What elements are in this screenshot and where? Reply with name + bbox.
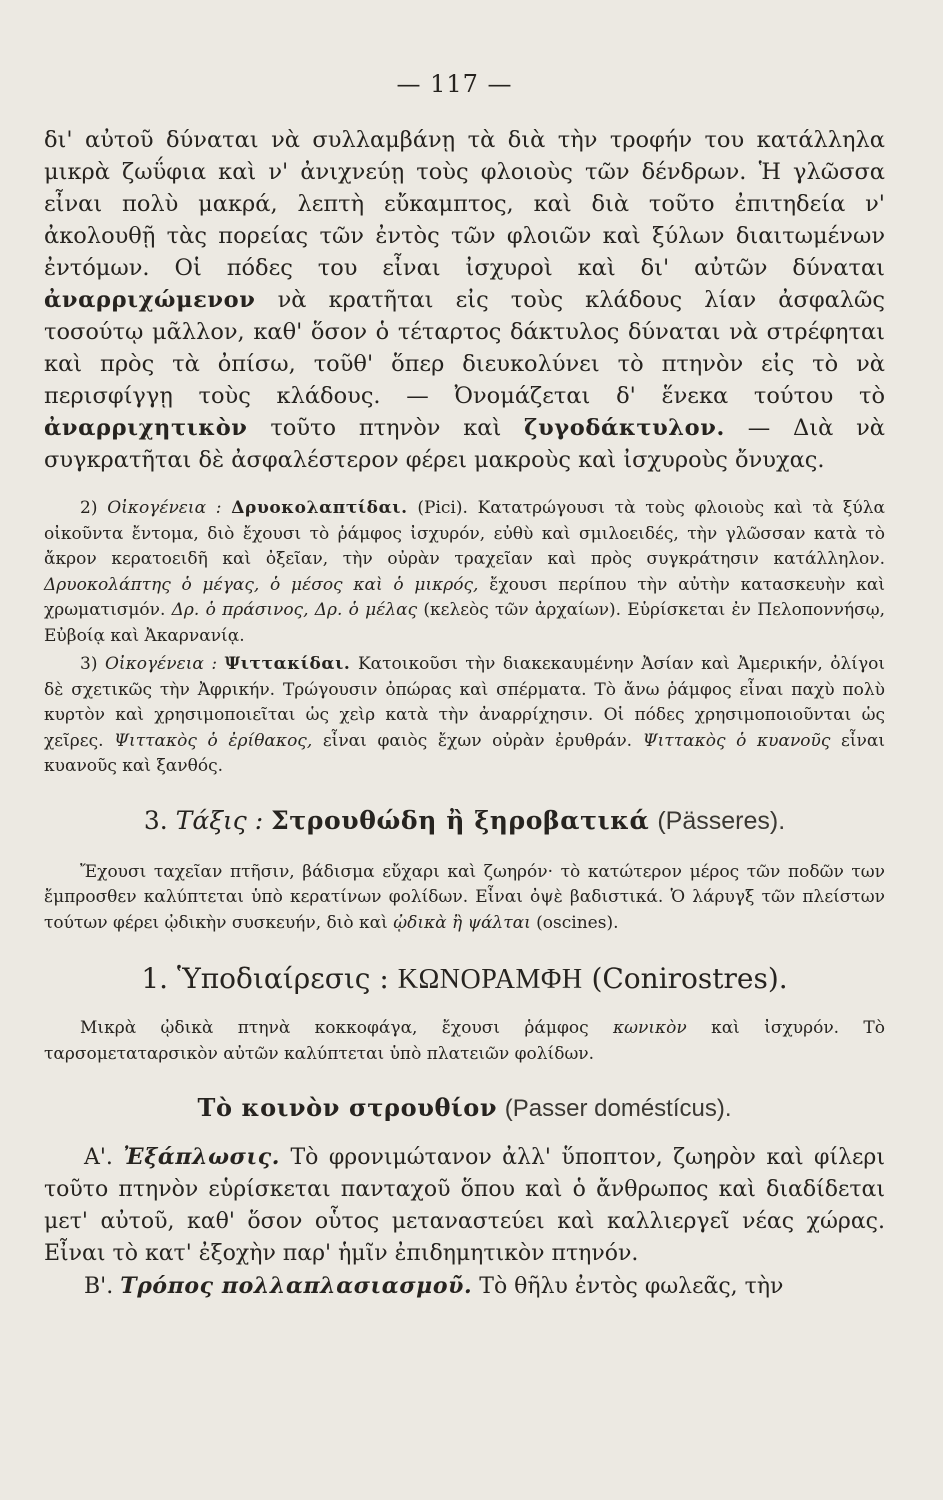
paragraph-text: νὰ κρατῆται εἰς τοὺς κλάδους λίαν ἀσφαλῶς τοσούτῳ μᾶλλον, καθ' ὅσον ὁ τέταρτος δάκτυλος δύναται νὰ στρέφηται καὶ πρὸς τὰ ὀπίσω, τοῦθ' ὅπερ διευκολύνει τὸ πτηνὸν εἰς τὸ νὰ περισφίγγῃ τοὺς κλάδους. — Ὀνομάζεται δ' ἕνεκα τούτου τὸ xyxy=(44,287,885,409)
family-parrots xyxy=(44,652,885,780)
subdivision-description xyxy=(44,1016,885,1067)
order-italic: ᾠδικὰ ἢ ψάλται xyxy=(393,912,531,933)
subdivision-latin: (Conirostres). xyxy=(591,962,788,995)
family-woodpeckers xyxy=(44,496,885,649)
family-name: Δρυοκολαπτίδαι. xyxy=(231,498,408,518)
order-text xyxy=(44,860,885,937)
subdivision-number: 1. xyxy=(141,962,169,995)
subdivision-text xyxy=(44,1016,885,1067)
subdivision-text-b: καὶ ἰσχυρόν. Τὸ ταρσομεταταρσικὸν αὐτῶν καλύπτεται ὑπὸ πλατειῶν φολίδων. xyxy=(44,1018,885,1064)
species-names: Ψιττακὸς ὁ ἐρίθακος, xyxy=(114,730,313,751)
section-title: Ἐξάπλωσις. xyxy=(123,1144,280,1170)
species-names: Δρ. ὁ πράσινος, Δρ. ὁ μέλας xyxy=(171,600,418,620)
order-text-body: Ἔχουσι ταχεῖαν πτῆσιν, βάδισμα εὔχαρι καὶ ζωηρόν· τὸ κατώτερον μέρος τῶν ποδῶν των ἔμπροσθεν καλύπτεται ὑπὸ κερατίνων φολίδων. Εἶναι ὀψὲ βαδιστικά. Ὁ λάρυγξ τῶν πλείστων τούτων φέρει ᾠδικὴν συσκευήν, διὸ καὶ xyxy=(44,861,885,933)
family-text: Κατοικοῦσι τὴν διακεκαυμένην Ἀσίαν καὶ Ἀμερικήν, ὀλίγοι δὲ σχετικῶς τὴν Ἀφρικήν. Τρώγουσιν ὀπώρας καὶ σπέρματα. Τὸ ἄνω ῥάμφος εἶναι παχὺ πολὺ κυρτὸν καὶ χρησιμοποιεῖται ὡς χεὶρ κατὰ τὴν ἀναρρίχησιν. Οἱ πόδες χρησιμοποιοῦνται ὡς χεῖρες. xyxy=(44,654,886,751)
species-name: Τὸ κοινὸν στρουθίον xyxy=(197,1093,498,1122)
paragraph-text: δι' αὐτοῦ δύναται νὰ συλλαμβάνῃ τὰ διὰ τὴν τροφήν του κατάλληλα μικρὰ ζωΰφια καὶ ν' ἀνιχνεύῃ τοὺς φλοιοὺς τῶν δένδρων. Ἡ γλῶσσα εἶναι πολὺ μακρά, λεπτὴ εὔκαμπτος, καὶ διὰ τοῦτο ἐπιτηδεία ν' ἀκολουθῇ τὰς πορείας τῶν ἐντὸς τῶν φλοιῶν καὶ ξύλων διαιτωμένων ἐντόμων. Οἱ πόδες του εἶναι ἰσχυροὶ καὶ δι' αὐτῶν δύναται xyxy=(44,127,885,281)
subdivision-italic: κωνικὸν xyxy=(612,1018,687,1038)
family-section xyxy=(44,496,885,780)
main-text xyxy=(44,124,885,1303)
family-text: εἶναι κυανοῦς καὶ ξανθός. xyxy=(44,730,885,776)
term-climber: ἀναρριχητικὸν xyxy=(44,415,248,441)
species-heading xyxy=(44,1093,885,1123)
section-text: Τὸ θῆλυ ἐντὸς φωλεᾶς, τὴν xyxy=(479,1274,784,1299)
family-name: Ψιττακίδαι. xyxy=(224,654,351,674)
family-text: (Pici). Κατατρώγουσι τὰ τοὺς φλοιοὺς καὶ τὰ ξύλα οἰκοῦντα ἔντομα, διὸ ἔχουσι τὸ ῥάμφος ἰσχυρόν, εὐθὺ καὶ σμιλοειδές, τὴν γλῶσσαν κατὰ τὸ ἄκρον κερατοειδῆ καὶ ὀξεῖαν, τὴν οὐρὰν τραχεῖαν καὶ πρὸς συγκράτησιν κατάλληλον. xyxy=(44,498,885,569)
species-names: Ψιττακὸς ὁ κυανοῦς xyxy=(642,730,831,751)
order-latin-2: (oscines). xyxy=(536,912,619,933)
subdivision-text-a: Μικρὰ ᾠδικὰ πτηνὰ κοκκοφάγα, ἔχουσι ῥάμφος xyxy=(80,1018,589,1038)
family-text: (κελεὸς τῶν ἀρχαίων). Εὑρίσκεται ἐν Πελοποννήσῳ, Εὐβοίᾳ καὶ Ἀκαρνανίᾳ. xyxy=(44,600,886,646)
species-latin: (Passer doméstícus). xyxy=(504,1095,732,1122)
order-heading xyxy=(44,806,885,836)
section-distribution xyxy=(44,1141,885,1270)
section-title: Τρόπος πολλαπλασιασμοῦ. xyxy=(120,1273,473,1299)
subdivision-name: ΚΩΝΟΡΑΜΦΗ xyxy=(397,964,583,995)
family-text: εἶναι φαιὸς ἔχων οὐρὰν ἐρυθράν. xyxy=(322,730,633,751)
family-number: 3) xyxy=(80,654,98,674)
family-label: Οἰκογένεια : xyxy=(107,498,222,518)
order-latin: (Pässeres). xyxy=(657,806,786,835)
term-climbing: ἀναρριχώμενον xyxy=(44,287,256,313)
order-number: 3. xyxy=(143,805,168,835)
order-label: Τάξις : xyxy=(175,805,264,835)
section-text: Τὸ φρονιμώτανον ἀλλ' ὕποπτον, ζωηρὸν καὶ φίλερι τοῦτο πτηνὸν εὑρίσκεται πανταχοῦ ὅπου καὶ ὁ ἄνθρωπος καὶ διαδίδεται μετ' αὐτοῦ, καθ' ὅσον οὗτος μεταναστεύει καὶ καλλιεργεῖ νέας χώρας. Εἶναι τὸ κατ' ἐξοχὴν παρ' ἡμῖν ἐπιδημητικὸν πτηνόν. xyxy=(44,1145,885,1266)
subdivision-label: Ὑποδιαίρεσις : xyxy=(176,962,389,995)
section-reproduction xyxy=(44,1270,885,1303)
species-names: Δρυοκολάπτης ὁ μέγας, ὁ μέσος καὶ ὁ μικρός, xyxy=(44,574,479,595)
section-label: Β'. xyxy=(84,1274,114,1299)
paragraph-text: — Διὰ νὰ συγκρατῆται δὲ ἀσφαλέστερον φέρει μακροὺς καὶ ἰσχυροὺς ὄνυχας. xyxy=(44,415,885,473)
term-zygodactyl: ζυγοδάκτυλον. xyxy=(524,415,725,441)
paragraph-text: τοῦτο πτηνὸν καὶ xyxy=(270,415,502,441)
page-number: — 117 — xyxy=(396,70,513,98)
order-description xyxy=(44,860,885,937)
family-label: Οἰκογένεια : xyxy=(104,654,218,674)
subdivision-heading xyxy=(44,962,885,996)
family-text: ἔχουσι περίπου τὴν αὐτὴν κατασκευὴν καὶ χρωματισμόν. xyxy=(44,574,886,620)
section-label: Α'. xyxy=(84,1145,113,1170)
order-name: Στρουθώδη ἢ ξηροβατικά xyxy=(271,805,650,835)
family-number: 2) xyxy=(80,498,98,518)
intro-paragraph xyxy=(44,124,885,476)
